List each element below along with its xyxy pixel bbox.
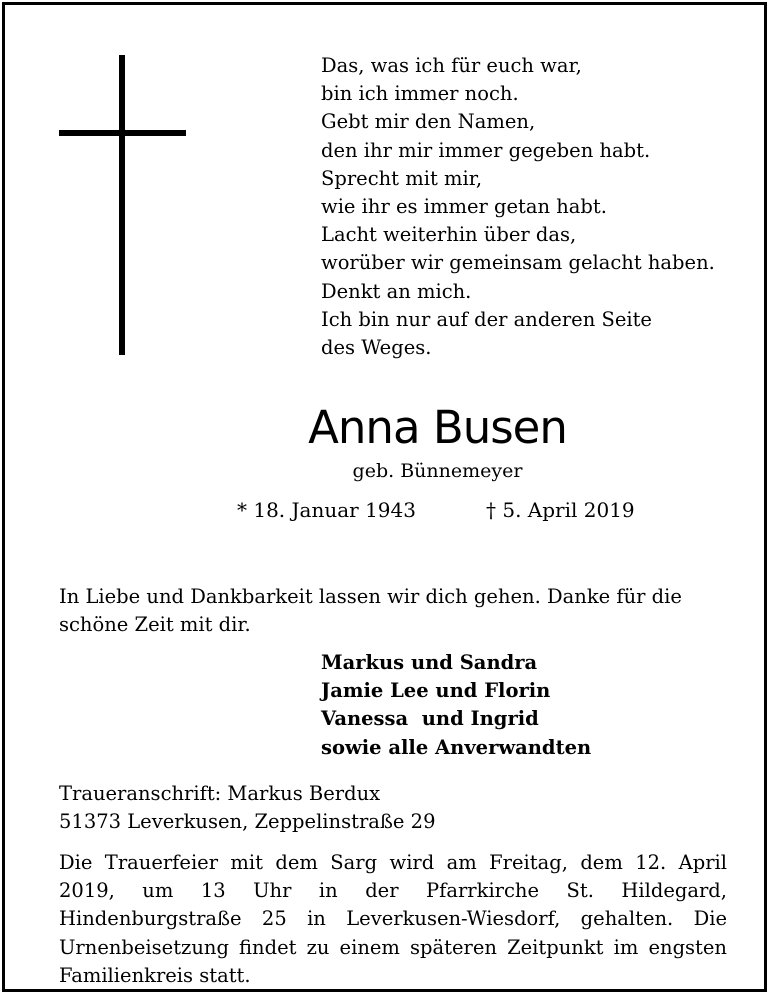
address-line-1: Traueranschrift: Markus Berdux xyxy=(59,782,381,805)
poem-line: wie ihr es immer getan habt. xyxy=(321,195,607,219)
mourner-line: Markus und Sandra xyxy=(321,651,538,674)
poem-line: Ich bin nur auf der anderen Seite xyxy=(321,307,652,331)
mourning-address xyxy=(59,780,435,836)
address-line-2: 51373 Leverkusen, Zeppelinstraße 29 xyxy=(59,810,436,833)
mourner-line: Jamie Lee und Florin xyxy=(321,679,551,703)
funeral-details: Die Trauerfeier mit dem Sarg wird am Freitag, dem 12. April 2019, um 13 Uhr in der Pfarrkirche St. Hildegard, Hindenburgstraße 25 in Leverkusen-Wiesdorf, gehalten. Die Urnenbeisetzung findet zu einem späteren Zeitpunkt im engsten Familienkreis statt. xyxy=(59,851,727,987)
mourners-list xyxy=(321,649,591,762)
poem-line: Lacht weiterhin über das, xyxy=(321,223,577,247)
poem-line: Denkt an mich. xyxy=(321,279,472,303)
poem xyxy=(321,52,715,362)
obituary-notice xyxy=(2,2,767,992)
mourner-line: Vanessa und Ingrid xyxy=(321,707,539,731)
deceased-name: Anna Busen xyxy=(308,401,567,454)
poem-line: Das, was ich für euch war, xyxy=(321,54,582,77)
farewell-text: In Liebe und Dankbarkeit lassen wir dich gehen. Danke für die schöne Zeit mit dir. xyxy=(59,585,682,636)
poem-line: bin ich immer noch. xyxy=(321,82,519,106)
mourner-line: sowie alle Anverwandten xyxy=(321,735,592,759)
birth-date: * 18. Januar 1943 xyxy=(237,498,416,522)
cross-horizontal-bar xyxy=(59,130,186,136)
poem-line: den ihr mir immer gegeben habt. xyxy=(321,138,651,162)
poem-line: worüber wir gemeinsam gelacht haben. xyxy=(321,251,715,275)
poem-line: Gebt mir den Namen, xyxy=(321,110,536,134)
cross-vertical-bar xyxy=(119,55,125,355)
death-date: † 5. April 2019 xyxy=(486,498,635,522)
maiden-name: geb. Bünnemeyer xyxy=(352,460,523,482)
poem-line: des Weges. xyxy=(321,336,432,360)
poem-line: Sprecht mit mir, xyxy=(321,166,483,190)
